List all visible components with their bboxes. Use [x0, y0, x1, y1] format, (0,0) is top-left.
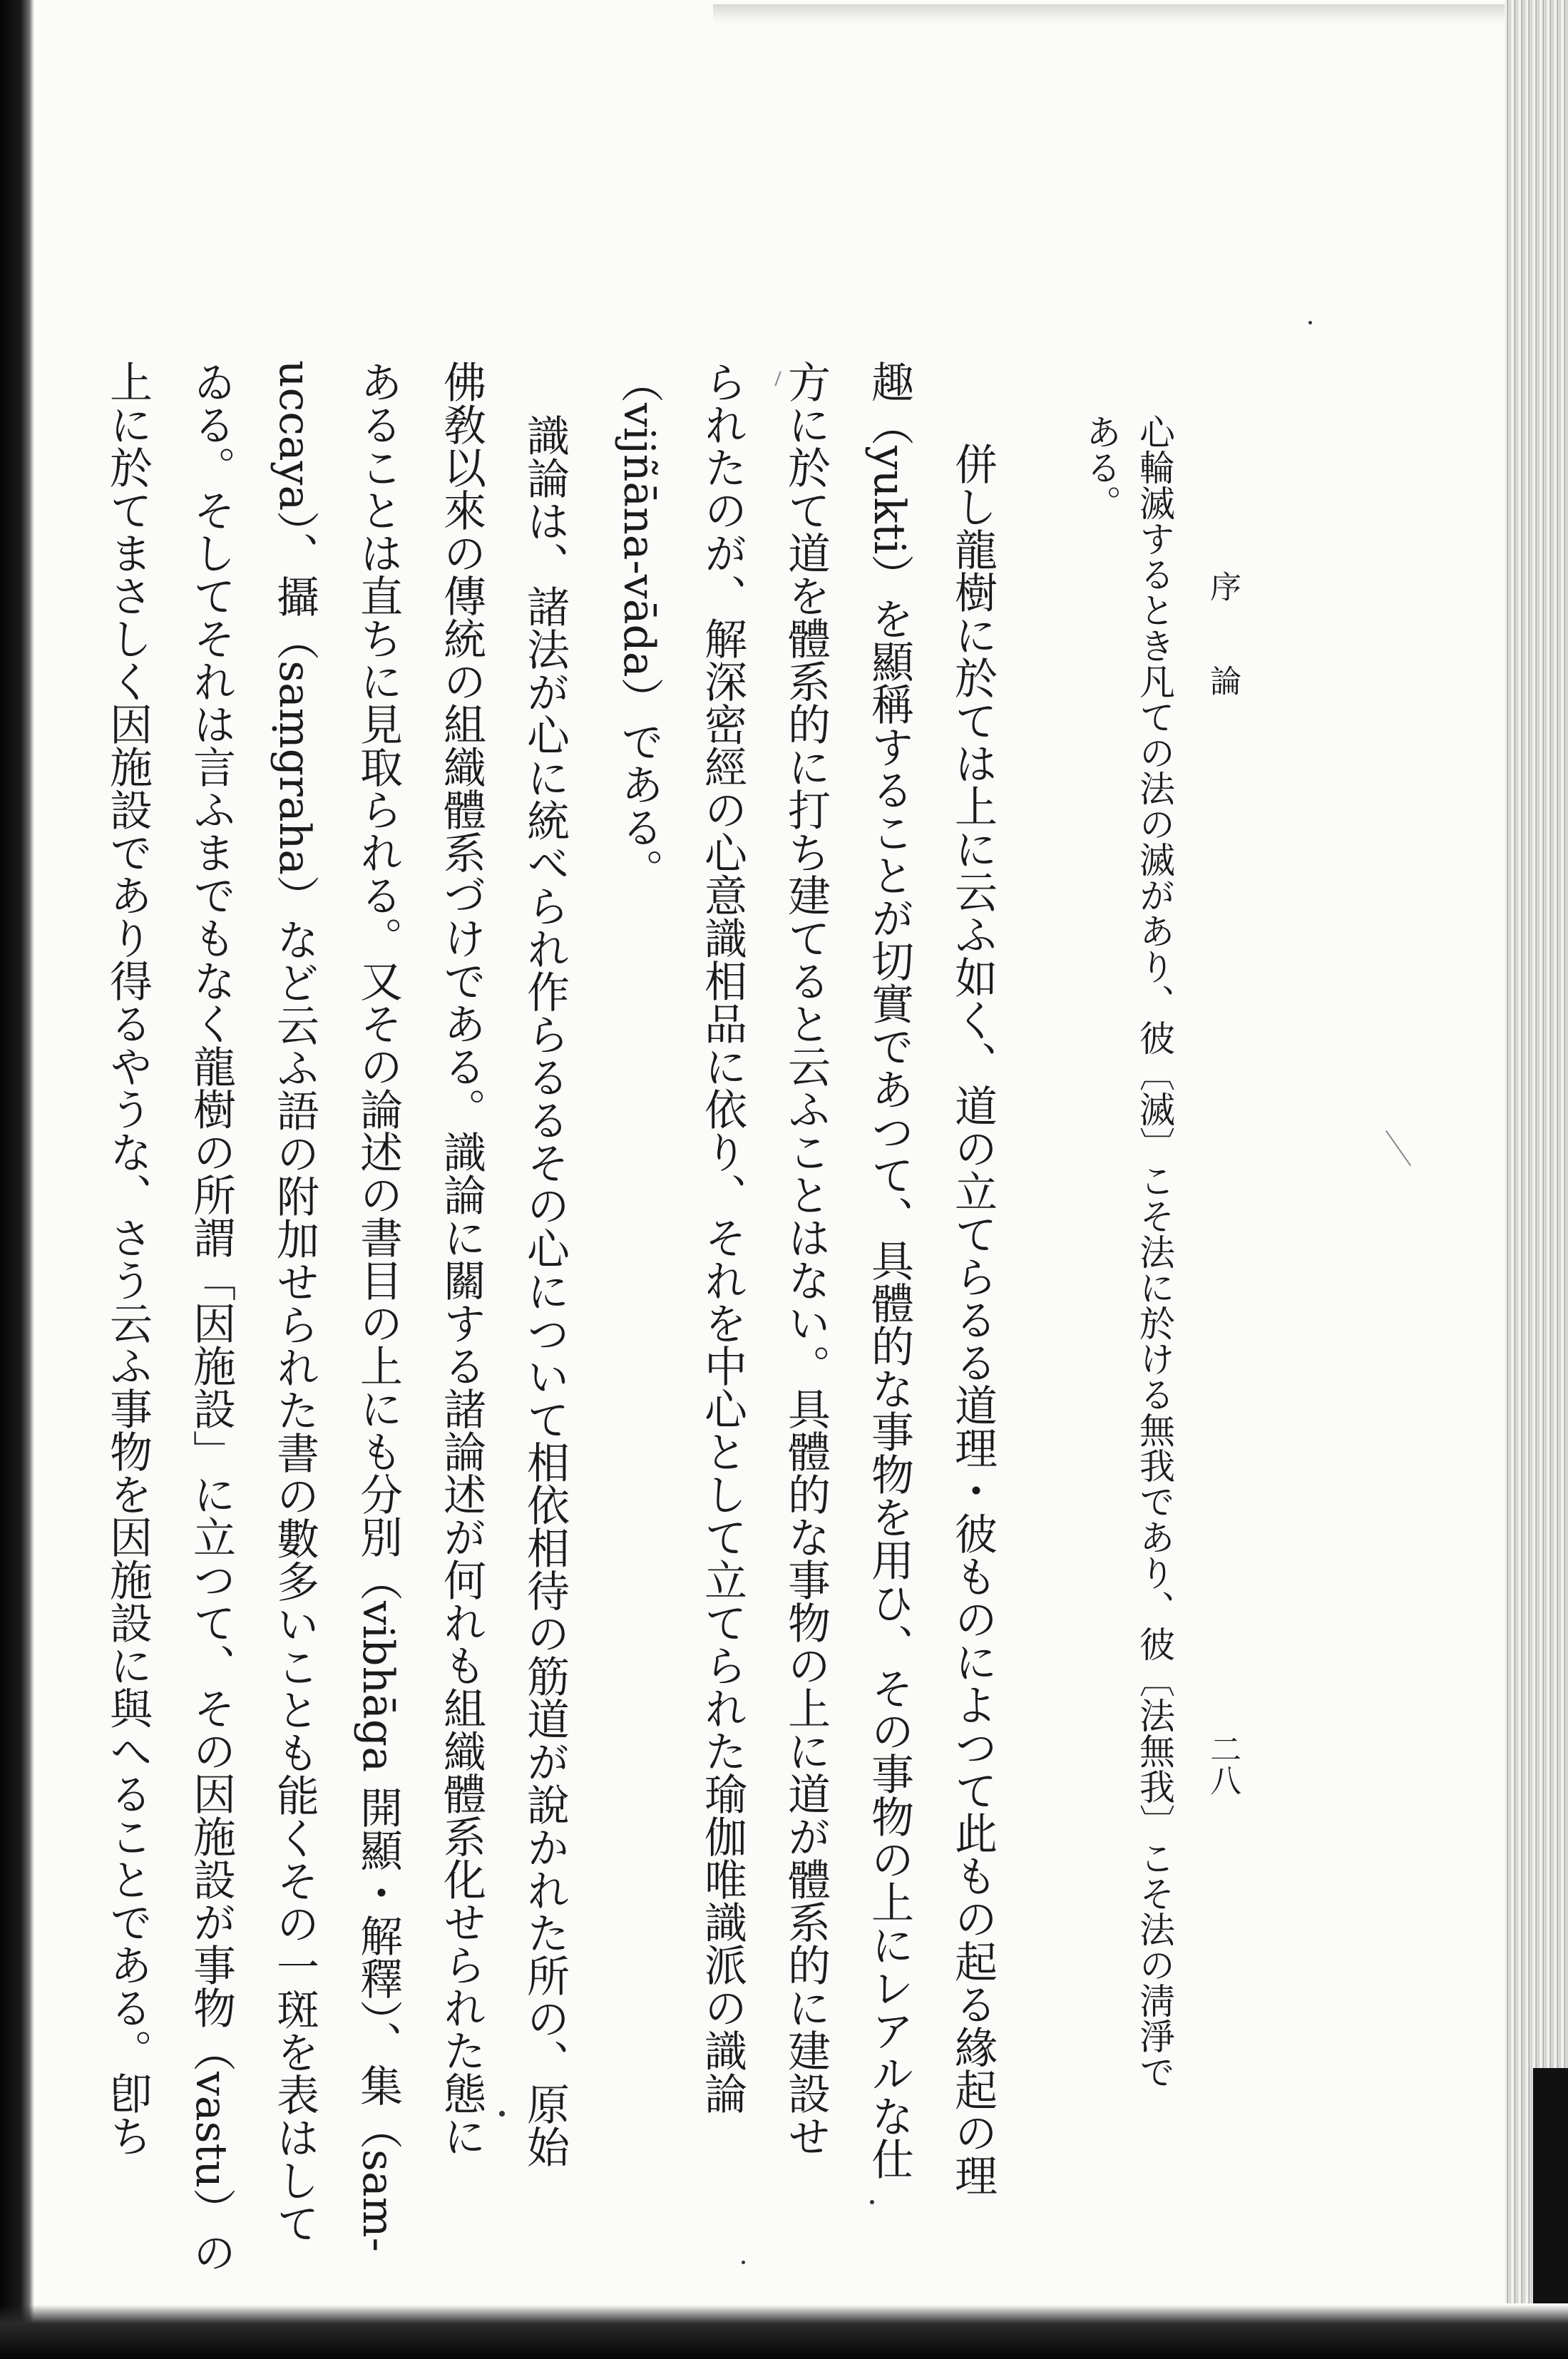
- body-line: 趣（yukti）を顯稱することが切實であつて、具體的な事物を用ひ、その事物の上にレアルな仕: [864, 360, 914, 2181]
- section-title: 序 論: [1204, 570, 1241, 696]
- body-line: （vijñāna-vāda）である。: [614, 360, 664, 891]
- scan-speck: [499, 2111, 505, 2117]
- quote-line: 心輪滅するとき凡ての法の滅があり、彼〔滅〕こそ法に於ける無我であり、彼〔法無我〕こそ法の淸淨で: [1134, 414, 1175, 2089]
- body-line: 併し龍樹に於ては上に云ふ如く、道の立てらるる道理・彼ものによつて此もの起る緣起の理: [948, 399, 998, 2196]
- body-line: 上に於てまさしく因施設であり得るやうな、さう云ふ事物を因施設に與へることである。卽ち: [103, 360, 153, 2157]
- body-line: ゐる。そしてそれは言ふまでもなく龍樹の所謂「因施設」に立つて、その因施設が事物（vastu）の: [186, 360, 236, 2274]
- body-line: 方に於て道を體系的に打ち建てると云ふことはない。具體的な事物の上に道が體系的に建設せ: [781, 360, 831, 2157]
- scan-border-left: [0, 0, 34, 2359]
- scan-speck: [742, 2261, 745, 2264]
- scan-speck: [870, 2200, 874, 2204]
- body-line: uccaya）、攝（saṃgraha）など云ふ語の附加せられた書の數多いことも能くその一斑を表はして: [270, 360, 319, 2245]
- scan-speck: [1308, 321, 1312, 324]
- quote-line: ある。: [1080, 414, 1122, 521]
- body-line: あることは直ちに見取られる。又その論述の書目の上にも分別（vibhāga 開顯・解釋）、集（sam-: [353, 360, 403, 2252]
- page-edge-top: [713, 4, 1505, 24]
- body-line: 識論は、諸法が心に統べられ作らるるその心について相依相待の筋道が說かれた所の、原始: [520, 371, 570, 2168]
- page-number: 二八: [1204, 1733, 1241, 1796]
- body-line: 佛敎以來の傳統の組織體系づけである。識論に關する諸論述が何れも組織體系化せられた態に: [436, 360, 486, 2157]
- scan-border-bottom: [0, 2305, 1568, 2359]
- page-edge-right: [1505, 0, 1568, 2303]
- page-edge-right-shadow: [1533, 2068, 1568, 2303]
- body-line: られたのが、解深密經の心意識相品に依り、それを中心として立てられた瑜伽唯識派の識論: [697, 360, 747, 2114]
